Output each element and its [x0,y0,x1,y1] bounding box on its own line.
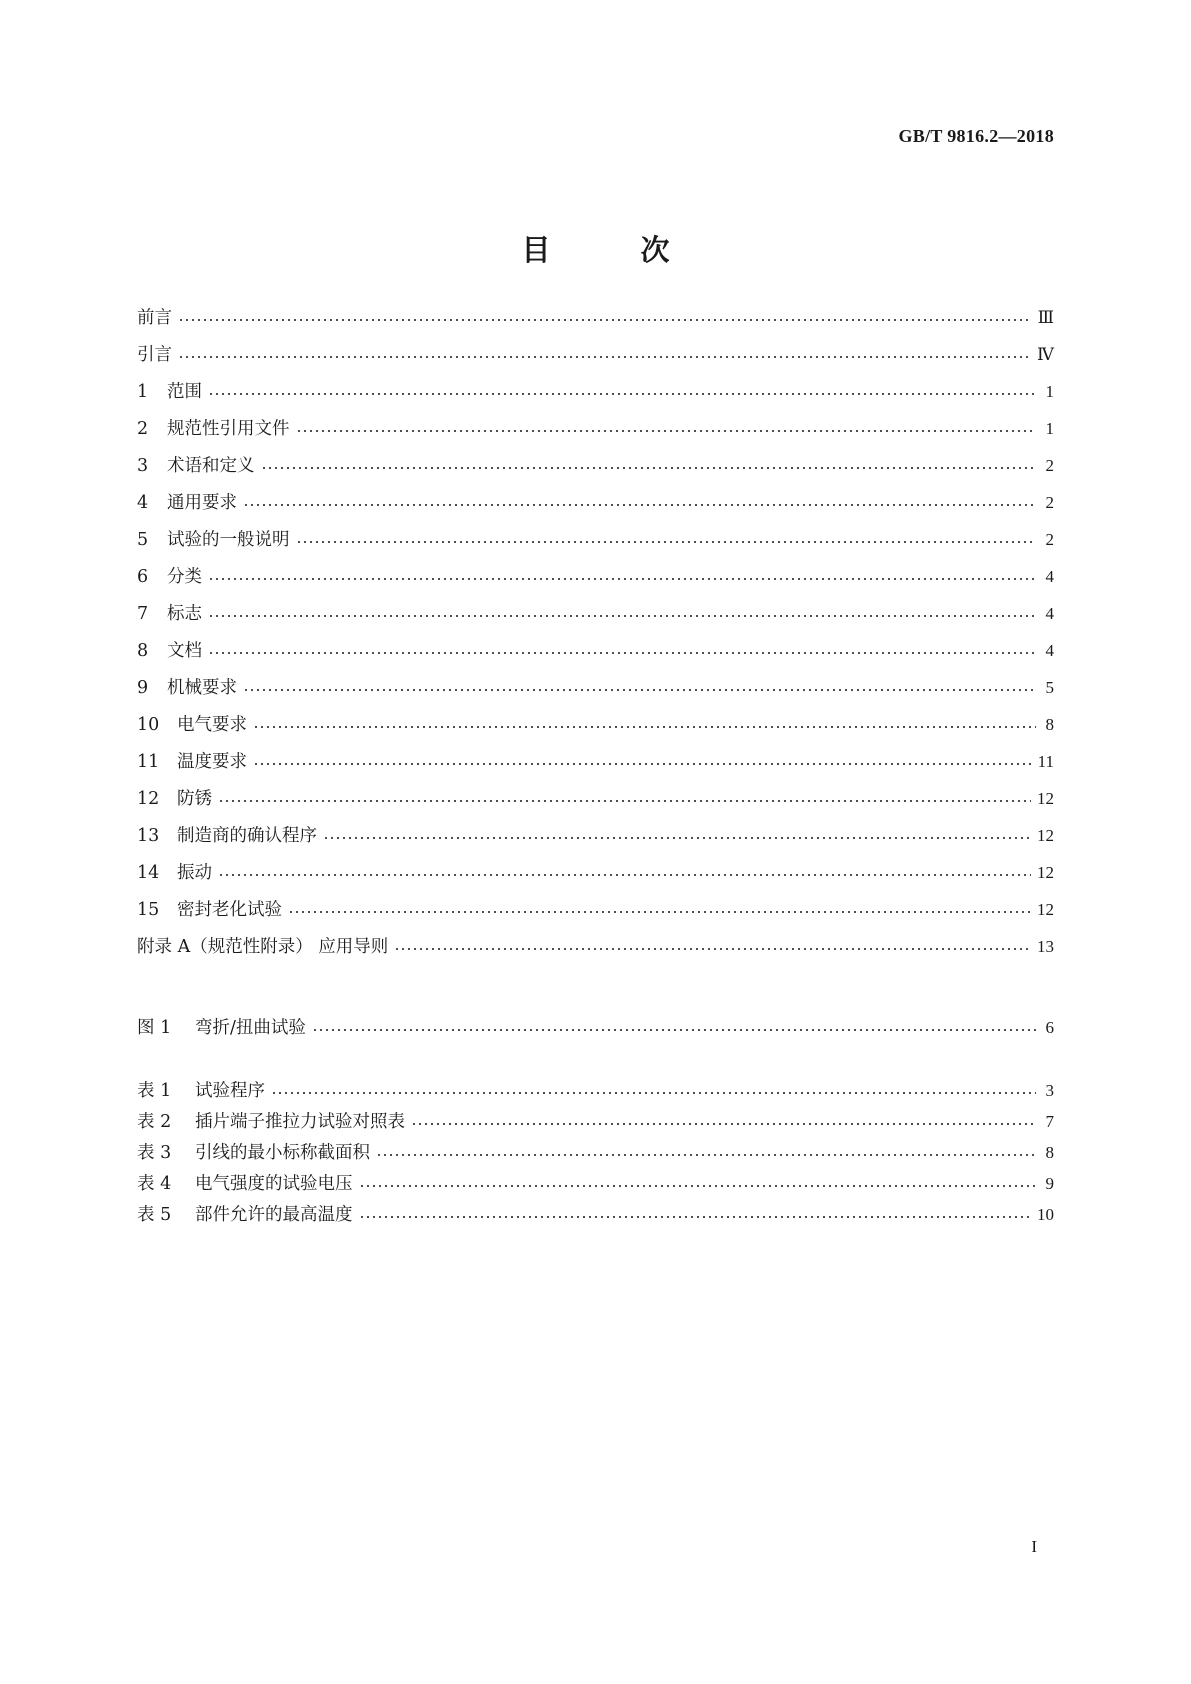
table-entry-number: 表 3 [137,1143,172,1163]
toc-entry-3[interactable] [137,447,1054,484]
toc-entry-page: 13 [1037,937,1054,956]
table-list [137,1075,1054,1230]
dot-leader [208,577,1036,581]
toc-entry-6[interactable] [137,558,1054,595]
toc-entry-text: 范围 [167,382,202,402]
toc-entry-introduction[interactable] [137,336,1054,373]
page-number: I [1031,1537,1037,1556]
toc-entry-15[interactable] [137,891,1054,928]
dot-leader [394,947,1031,951]
toc-entry-text: 电气要求 [177,715,247,735]
toc-entry-page: 12 [1037,900,1054,919]
toc-entry-number: 6 [137,567,149,587]
toc-entry-10[interactable] [137,706,1054,743]
toc-entry-number: 11 [137,752,160,772]
dot-leader [253,725,1036,729]
toc-entry-1[interactable] [137,373,1054,410]
figure-entry-text: 弯折/扭曲试验 [195,1018,306,1038]
dot-leader [243,503,1036,507]
dot-leader [323,836,1031,840]
toc-entry-page: 12 [1037,826,1054,845]
dot-leader [296,540,1037,544]
dot-leader [253,762,1032,766]
toc-entry-page: Ⅲ [1037,308,1054,327]
toc-entry-foreword[interactable] [137,299,1054,336]
table-entry-5[interactable] [137,1199,1054,1230]
dot-leader [288,910,1031,914]
table-entry-text: 电气强度的试验电压 [195,1174,353,1194]
toc-entry-number: 7 [137,604,149,624]
table-entry-text: 引线的最小标称截面积 [195,1143,370,1163]
toc-entry-number: 13 [137,826,160,846]
toc-entry-number: 2 [137,419,149,439]
toc-entry-text: 前言 [137,308,172,328]
toc-entry-number: 5 [137,530,149,550]
document-code: GB/T 9816.2—2018 [898,126,1054,146]
figure-entry-number: 图 1 [137,1018,172,1038]
figure-entry-1[interactable] [137,1009,1054,1046]
table-entry-page: 8 [1045,1143,1054,1162]
dot-leader [218,873,1031,877]
table-entry-page: 7 [1045,1112,1054,1131]
toc-entry-page: 8 [1045,715,1054,734]
toc-entry-page: 2 [1045,530,1054,549]
table-entry-number: 表 4 [137,1174,172,1194]
toc-entry-number: 15 [137,900,160,920]
toc-entry-number: 12 [137,789,160,809]
dot-leader [208,651,1036,655]
dot-leader [271,1091,1036,1095]
toc-entry-number: 4 [137,493,149,513]
toc-entry-text: 温度要求 [177,752,247,772]
figure-list [137,1009,1054,1046]
toc-entry-12[interactable] [137,780,1054,817]
dot-leader [243,688,1036,692]
dot-leader [411,1122,1036,1126]
table-entry-text: 部件允许的最高温度 [195,1205,353,1225]
toc-entry-number: 10 [137,715,160,735]
toc-entry-page: 12 [1037,789,1054,808]
toc-entry-page: 4 [1045,641,1054,660]
toc-entry-page: 4 [1045,567,1054,586]
toc-entry-text: 文档 [167,641,202,661]
dot-leader [218,799,1031,803]
dot-leader [359,1184,1037,1188]
dot-leader [178,318,1032,322]
dot-leader [208,392,1036,396]
dot-leader [296,429,1037,433]
dot-leader [359,1215,1032,1219]
dot-leader [178,355,1031,359]
table-entry-page: 3 [1045,1081,1054,1100]
toc-entry-text: 试验的一般说明 [167,530,290,550]
toc-entry-text: 引言 [137,345,172,365]
toc-entry-14[interactable] [137,854,1054,891]
table-entry-page: 9 [1045,1174,1054,1193]
toc-entry-number: 14 [137,863,160,883]
toc-entry-text: 制造商的确认程序 [177,826,317,846]
toc-entry-page: 11 [1037,752,1054,771]
toc-entry-9[interactable] [137,669,1054,706]
toc-entry-number: 3 [137,456,149,476]
toc-entry-number: 附录 A [137,937,191,957]
toc-entry-4[interactable] [137,484,1054,521]
table-entry-page: 10 [1037,1205,1054,1224]
table-entry-2[interactable] [137,1106,1054,1137]
toc-entry-number: 8 [137,641,149,661]
dot-leader [208,614,1036,618]
toc-entry-annex-a[interactable] [137,928,1054,965]
toc-list [137,299,1054,965]
table-entry-3[interactable] [137,1137,1054,1168]
toc-entry-page: 2 [1045,456,1054,475]
toc-entry-text: 密封老化试验 [177,900,282,920]
toc-entry-page: 4 [1045,604,1054,623]
table-entry-number: 表 1 [137,1081,172,1101]
toc-entry-page: Ⅳ [1037,345,1054,364]
table-entry-text: 插片端子推拉力试验对照表 [195,1112,405,1132]
toc-entry-text: 术语和定义 [167,456,255,476]
toc-entry-page: 1 [1045,419,1054,438]
toc-entry-page: 2 [1045,493,1054,512]
toc-entry-text: （规范性附录） 应用导则 [190,937,389,957]
toc-entry-5[interactable] [137,521,1054,558]
toc-entry-8[interactable] [137,632,1054,669]
toc-entry-11[interactable] [137,743,1054,780]
toc-entry-7[interactable] [137,595,1054,632]
table-entry-number: 表 5 [137,1205,172,1225]
toc-entry-page: 5 [1045,678,1054,697]
dot-leader [261,466,1037,470]
page-title: 目 次 [521,233,710,267]
toc-entry-text: 通用要求 [167,493,237,513]
toc-entry-page: 1 [1045,382,1054,401]
toc-entry-number: 1 [137,382,149,402]
table-entry-1[interactable] [137,1075,1054,1106]
toc-entry-text: 标志 [167,604,202,624]
table-entry-number: 表 2 [137,1112,172,1132]
toc-entry-text: 分类 [167,567,202,587]
toc-entry-text: 防锈 [177,789,212,809]
toc-entry-text: 振动 [177,863,212,883]
toc-entry-2[interactable] [137,410,1054,447]
figure-entry-page: 6 [1045,1018,1054,1037]
toc-entry-13[interactable] [137,817,1054,854]
table-entry-text: 试验程序 [195,1081,265,1101]
table-entry-4[interactable] [137,1168,1054,1199]
toc-entry-page: 12 [1037,863,1054,882]
dot-leader [376,1153,1036,1157]
toc-entry-number: 9 [137,678,149,698]
dot-leader [312,1028,1036,1032]
toc-entry-text: 规范性引用文件 [167,419,290,439]
toc-entry-text: 机械要求 [167,678,237,698]
